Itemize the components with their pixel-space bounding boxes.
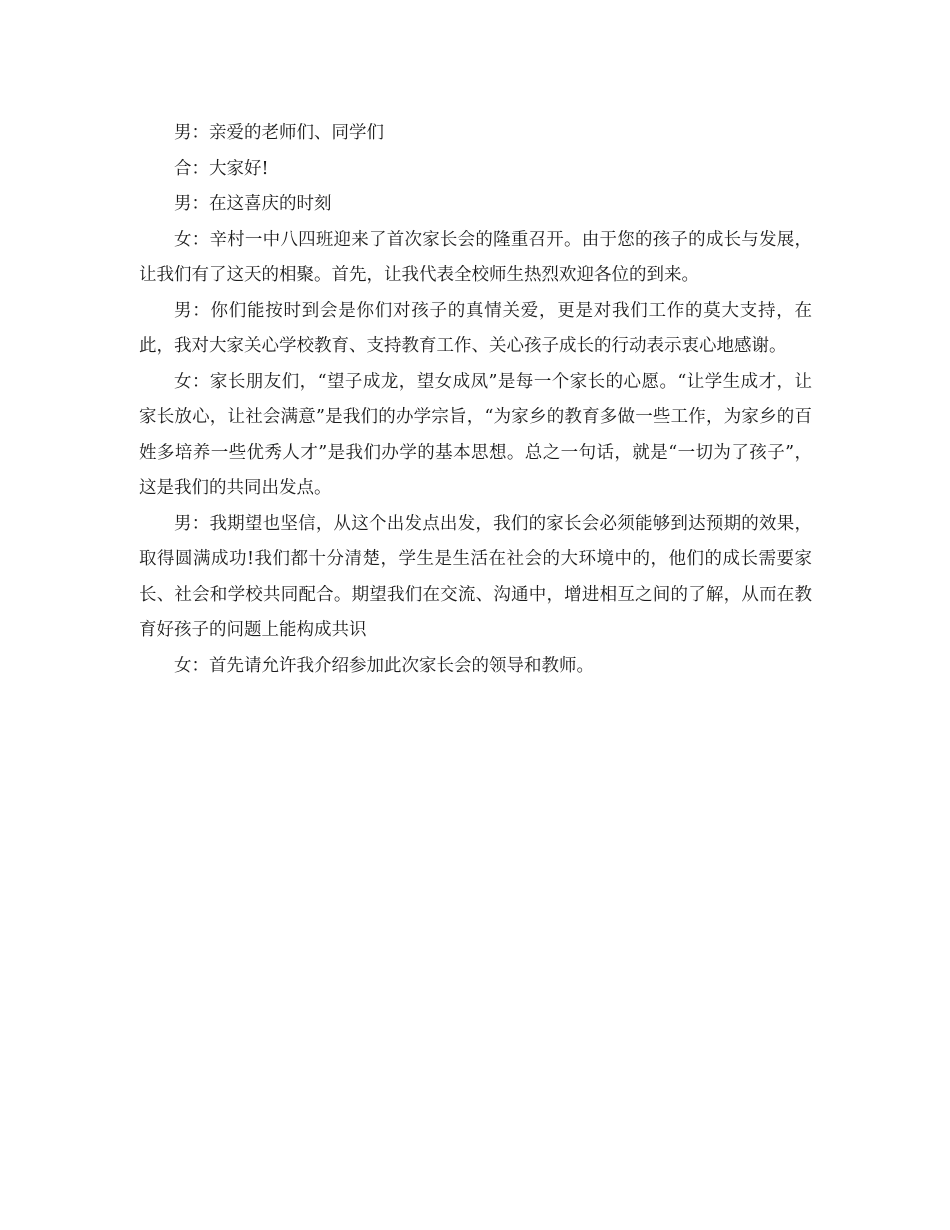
paragraph: 合：大家好! (174, 158, 269, 179)
paragraph: 女：辛村一中八四班迎来了首次家长会的隆重召开。由于您的孩子的成长与发展，让我们有了这天的相聚。首先，让我代表全校师生热烈欢迎各位的到来。 (139, 229, 812, 285)
paragraph: 男：你们能按时到会是你们对孩子的真情关爱，更是对我们工作的莫大支持，在此，我对大家关心学校教育、支持教育工作、关心孩子成长的行动表示衷心地感谢。 (139, 300, 812, 356)
paragraph: 女：首先请允许我介绍参加此次家长会的领导和教师。 (174, 655, 594, 676)
paragraph: 女：家长朋友们，“望子成龙，望女成凤”是每一个家长的心愿。“让学生成才，让家长放心，让社会满意”是我们的办学宗旨，“为家乡的教育多做一些工作，为家乡的百姓多培养一些优秀人才”是我们办学的基本思想。总之一句话，就是“一切为了孩子”，这是我们的共同出发点。 (139, 371, 812, 498)
paragraph: 男：我期望也坚信，从这个出发点出发，我们的家长会必须能够到达预期的效果，取得圆满成功!我们都十分清楚，学生是生活在社会的大环境中的，他们的成长需要家长、社会和学校共同配合。期望我们在交流、沟通中，增进相互之间的了解，从而在教育好孩子的问题上能构成共识 (139, 513, 812, 640)
document-body (139, 116, 812, 684)
paragraph: 男：亲爱的老师们、同学们 (174, 123, 384, 143)
paragraph: 男：在这喜庆的时刻 (174, 194, 332, 214)
